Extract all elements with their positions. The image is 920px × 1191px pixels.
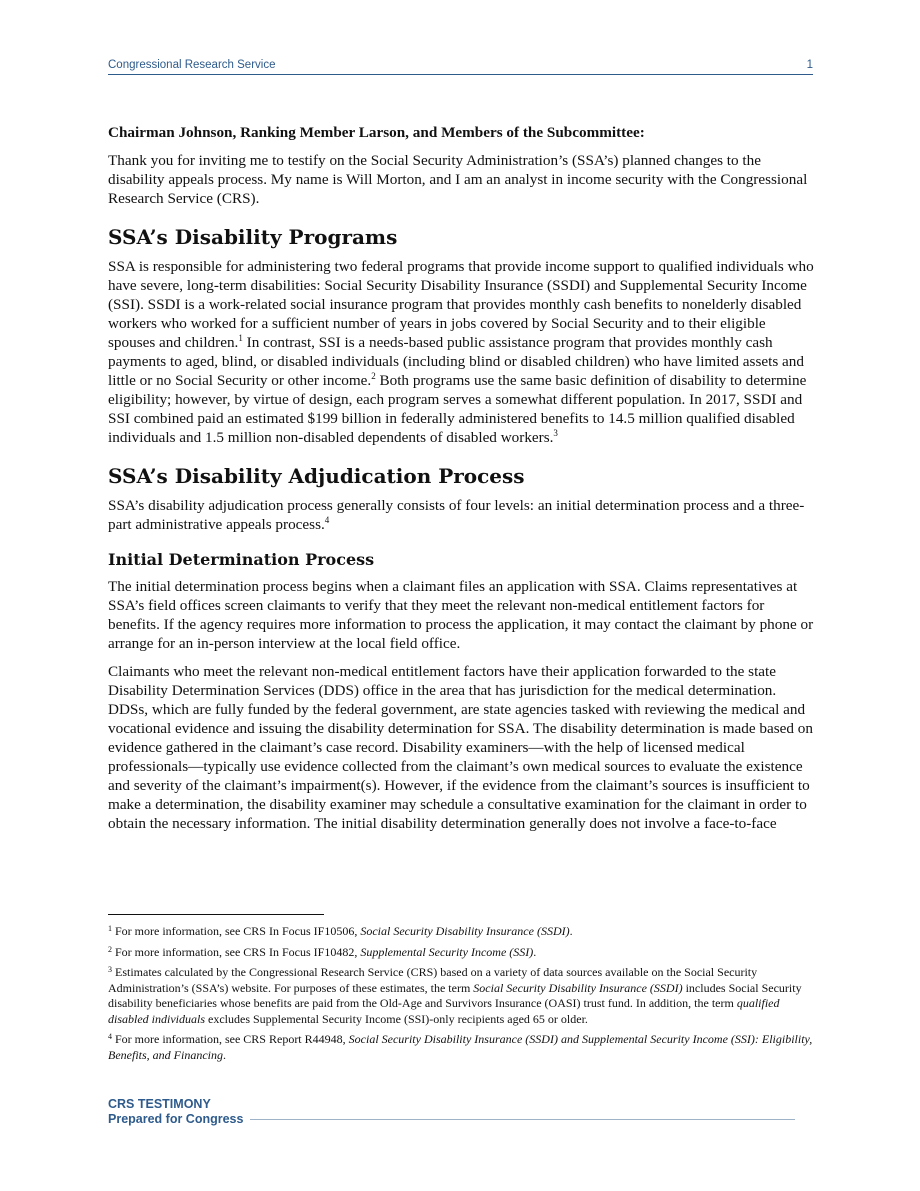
footnote-divider xyxy=(108,914,324,915)
footnote-text: For more information, see CRS In Focus IF10482, xyxy=(112,944,361,959)
footer-brand-line1: CRS TESTIMONY xyxy=(108,1097,211,1111)
header-organization: Congressional Research Service xyxy=(108,59,276,71)
paragraph-text: SSA is responsible for administering two federal programs that provide income support to qualified individuals who have severe, long-term disabilities: Social Security Disability Insurance (SSDI) and Supplemental Security Income (SSI). SSDI is a work-related social insurance program that provides monthly cash benefits to nonelderly disabled workers who worked for a sufficient number of years in jobs covered by Social Security and to their eligible spouses and children. xyxy=(108,258,814,351)
document-body xyxy=(108,123,816,842)
footnote-title: Social Security Disability Insurance (SSDI) and Supplemental Security Income (SSI): Eligibility, Benefits, and Financing xyxy=(108,1032,813,1062)
footnote-text: For more information, see CRS In Focus IF10506, xyxy=(112,924,361,938)
subsection-heading-initial-determination: Initial Determination Process xyxy=(108,550,375,569)
footer-brand-line2: Prepared for Congress xyxy=(108,1112,244,1126)
footer-divider xyxy=(250,1119,795,1120)
footnote-term: Social Security Disability Insurance (SSDI) xyxy=(473,980,683,995)
footnote-term: qualified disabled individuals xyxy=(108,996,780,1026)
footnote-number: 4 xyxy=(108,1032,112,1041)
paragraph-text: In contrast, SSI is a needs-based public assistance program that provides monthly cash payments to aged, blind, or disabled individuals (including blind or disabled children) who have limited assets and little or no Social Security or other income. xyxy=(108,334,804,389)
footnote-number: 3 xyxy=(108,965,112,974)
intro-paragraph: Thank you for inviting me to testify on the Social Security Administration’s (SSA’s) planned changes to the disability appeals process. My name is Will Morton, and I am an analyst in income security with the Congressional Research Service (CRS). xyxy=(108,152,808,207)
footnote-text: . xyxy=(533,944,537,959)
footnote-text: Estimates calculated by the Congressional Research Service (CRS) based on a variety of data sources available on the Social Security Administration’s (SSA’s) website. For purposes of these estimates, the term xyxy=(108,965,758,995)
footnote-1 xyxy=(108,924,816,940)
footnote-2 xyxy=(108,945,816,961)
initial-determination-paragraph-2: Claimants who meet the relevant non-medical entitlement factors have their application forwarded to the state Disability Determination Services (DDS) office in the area that has jurisdiction for the medical determination. DDSs, which are fully funded by the federal government, are state agencies tasked with reviewing the medical and vocational evidence and issuing the disability determination for SSA. The disability determination is made based on evidence gathered in the claimant’s case record. Disability examiners—with the help of licensed medical professionals—typically use evidence collected from the claimant’s own medical sources to evaluate the existence and severity of the claimant’s impairment(s). However, if the evidence from the claimant’s sources is insufficient to make a determination, the disability examiner may schedule a consultative examination for the claimant in order to obtain the necessary information. The initial disability determination generally does not involve a face-to-face xyxy=(108,663,813,832)
footnote-text: excludes Supplemental Security Income (SSI)-only recipients aged 65 or older. xyxy=(205,1011,588,1026)
footnote-number: 2 xyxy=(108,944,112,954)
footnote-3 xyxy=(108,965,816,1027)
section-heading-adjudication-process: SSA’s Disability Adjudication Process xyxy=(108,464,525,488)
paragraph-text: SSA’s disability adjudication process generally consists of four levels: an initial determination process and a three-part administrative appeals process. xyxy=(108,497,805,533)
footnote-text: includes Social Security disability beneficiaries whose benefits are paid from the Old-Age and Survivors Insurance (OASI) trust fund. In addition, the term xyxy=(108,980,802,1010)
page-number: 1 xyxy=(806,59,813,71)
footer-brand xyxy=(108,1097,243,1127)
adjudication-paragraph xyxy=(108,496,816,534)
section-heading-disability-programs: SSA’s Disability Programs xyxy=(108,225,398,249)
running-header xyxy=(108,59,813,75)
footnote-ref-4[interactable]: 4 xyxy=(324,515,330,525)
paragraph-text: Both programs use the same basic definition of disability to determine eligibility; however, by virtue of design, each program serves a somewhat different population. In 2017, SSDI and SSI combined paid an estimated $199 billion in federally administered benefits to 14.5 million qualified disabled individuals and 1.5 million non-disabled dependents of disabled workers. xyxy=(108,372,807,446)
footnote-title: Supplemental Security Income (SSI) xyxy=(360,944,534,959)
footnote-text: . xyxy=(222,1047,226,1062)
footnote-ref-3[interactable]: 3 xyxy=(553,428,558,438)
footnote-text: For more information, see CRS Report R44948, xyxy=(112,1032,349,1046)
footnote-4 xyxy=(108,1032,816,1063)
footnote-number: 1 xyxy=(108,924,112,933)
initial-determination-paragraph-1: The initial determination process begins when a claimant files an application with SSA. Claims representatives at SSA’s field offices screen claimants to verify that they meet the relevant non-medical entitlement factors for benefits. If the agency requires more information to process the application, it may contact the claimant by phone or arrange for an in-person interview at the local field office. xyxy=(108,578,814,652)
footnote-ref-2[interactable]: 2 xyxy=(371,371,376,381)
footnote-title: Social Security Disability Insurance (SSDI) xyxy=(360,924,570,938)
salutation: Chairman Johnson, Ranking Member Larson, and Members of the Subcommittee: xyxy=(108,124,645,141)
footnote-ref-1[interactable]: 1 xyxy=(238,333,243,343)
footnote-text: . xyxy=(569,924,573,938)
footnotes xyxy=(108,924,816,1068)
disability-programs-paragraph xyxy=(108,257,816,447)
